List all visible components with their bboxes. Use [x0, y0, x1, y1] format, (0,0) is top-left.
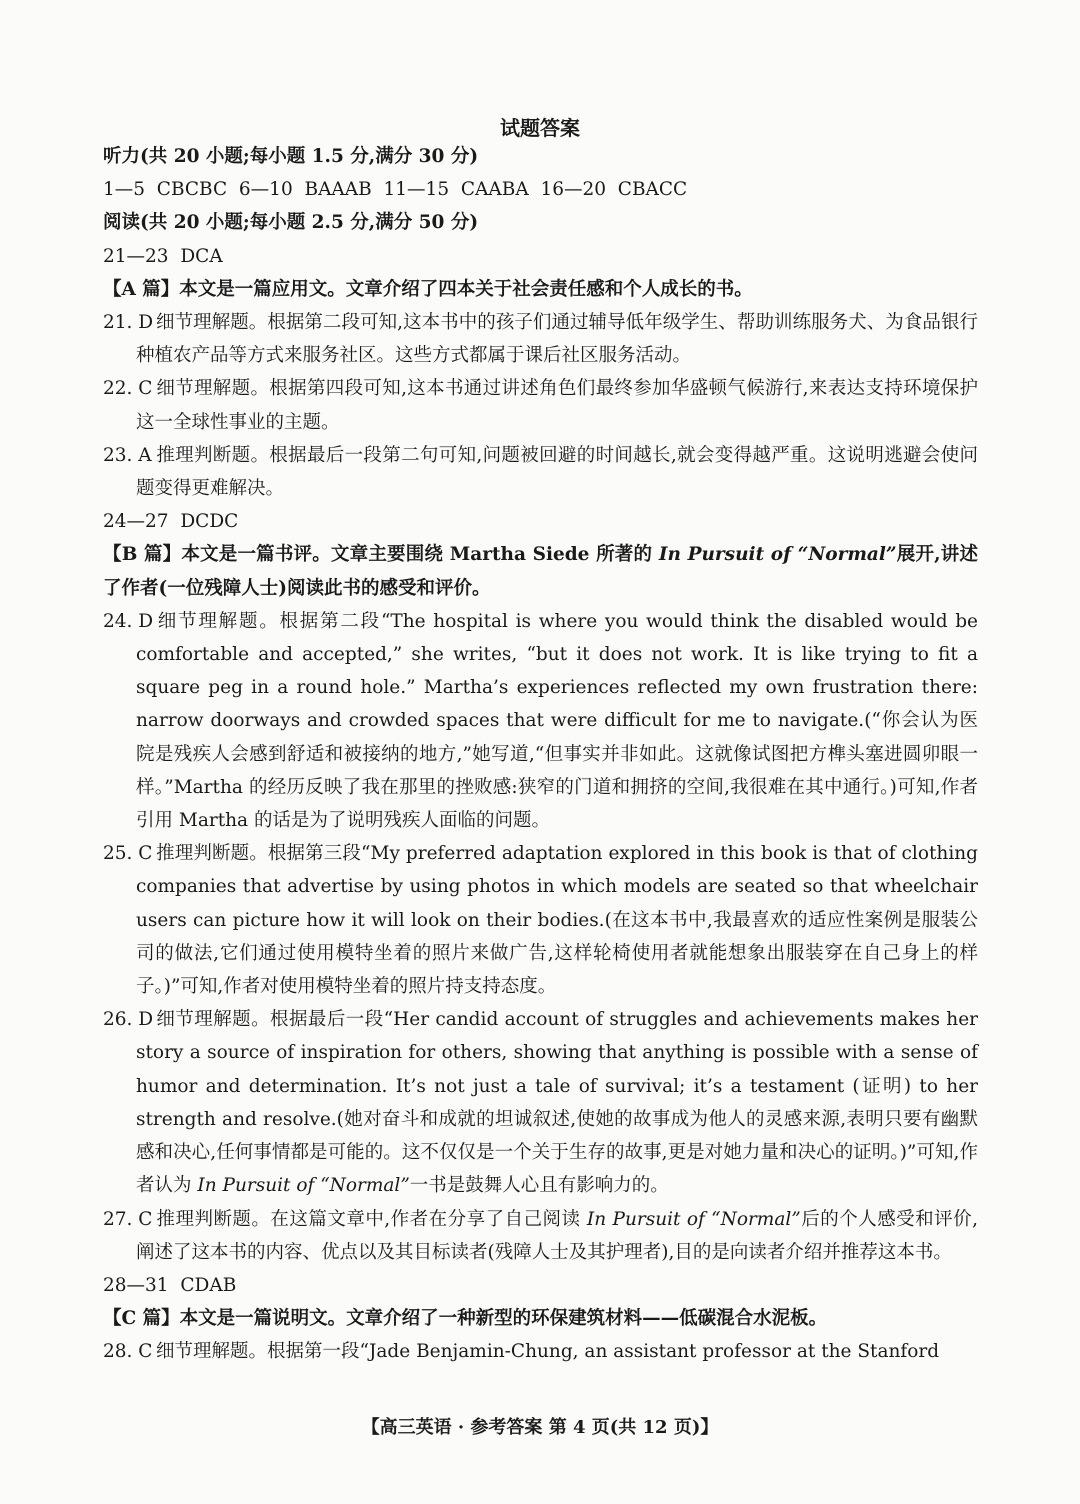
book-title: In Pursuit of “Normal”	[658, 544, 897, 566]
section-c-heading: 【C 篇】本文是一篇说明文。文章介绍了一种新型的环保建筑材料——低碳混合水泥板。	[103, 1308, 828, 1330]
question-27	[103, 1203, 978, 1269]
question-23-number: 23. A	[103, 444, 152, 466]
question-26	[103, 1003, 978, 1202]
question-23	[103, 439, 978, 505]
section-b-heading: 【B 篇】本文是一篇书评。文章主要围绕 Martha Siede 所著的 In Pursuit of “Normal”展开,讲述了作者(一位残障人士)阅读此书的感受和评价。	[103, 544, 978, 599]
question-24-number: 24. D	[103, 610, 154, 632]
book-title: In Pursuit of “Normal”	[197, 1175, 410, 1197]
question-25-explanation: 推理判断题。根据第三段“My preferred adaptation explored in this book is that of clothing companies that advertise by using photos in which models are seated so that wheelchair users can picture how it will look on their bodies.(在这本书中,我最喜欢的适应性案例是服装公司的做法,它们通过使用模特坐着的照片来做广告,这样轮椅使用者就能想象出服装穿在自己身上的样子。)”可知,作者对使用模特坐着的照片持支持态度。	[136, 843, 978, 998]
listening-header: 听力(共 20 小题;每小题 1.5 分,满分 30 分)	[103, 146, 479, 167]
question-27-number: 27. C	[103, 1208, 153, 1230]
reading-header: 阅读(共 20 小题;每小题 2.5 分,满分 50 分)	[103, 212, 479, 234]
question-24	[103, 605, 978, 837]
question-28	[103, 1335, 978, 1368]
answer-content	[103, 140, 978, 1369]
question-28-number: 28. C	[103, 1341, 153, 1363]
question-27-explanation: 推理判断题。在这篇文章中,作者在分享了自己阅读 In Pursuit of “Normal”后的个人感受和评价,阐述了这本书的内容、优点以及其目标读者(残障人士及其护理者),目的是向读者介绍并推荐这本书。	[136, 1208, 978, 1263]
question-21-number: 21. D	[103, 312, 154, 334]
question-21-explanation: 细节理解题。根据第二段可知,这本书中的孩子们通过辅导低年级学生、帮助训练服务犬、为食品银行种植农产品等方式来服务社区。这些方式都属于课后社区服务活动。	[136, 312, 978, 367]
question-21	[103, 306, 978, 372]
listening-answers: 1—5 CBCBC 6—10 BAAAB 11—15 CAABA 16—20 CBACC	[103, 179, 688, 201]
question-23-explanation: 推理判断题。根据最后一段第二句可知,问题被回避的时间越长,就会变得越严重。这说明逃避会使问题变得更难解决。	[136, 444, 978, 500]
question-25-number: 25. C	[103, 843, 153, 865]
section-a-heading: 【A 篇】本文是一篇应用文。文章介绍了四本关于社会责任感和个人成长的书。	[103, 278, 753, 300]
section-a-answer-range: 21—23 DCA	[103, 245, 223, 267]
question-26-explanation: 细节理解题。根据最后一段“Her candid account of struggles and achievements makes her story a source of inspiration for others, showing that anything is possible with a sense of humor and determination. It’s not just a tale of survival; it’s a testament (证明) to her strength and resolve.(她对奋斗和成就的坦诚叙述,使她的故事成为他人的灵感来源,表明只要有幽默感和决心,任何事情都是可能的。这不仅仅是一个关于生存的故事,更是对她力量和决心的证明。)”可知,作者认为 In Pursuit of “Normal”一书是鼓舞人心且有影响力的。	[136, 1009, 978, 1197]
question-22-explanation: 细节理解题。根据第四段可知,这本书通过讲述角色们最终参加华盛顿气候游行,来表达支持环境保护这一全球性事业的主题。	[136, 378, 978, 433]
section-c-answer-range: 28—31 CDAB	[103, 1274, 237, 1296]
section-b-answer-range: 24—27 DCDC	[103, 511, 239, 533]
question-26-number: 26. D	[103, 1009, 154, 1031]
question-22	[103, 372, 978, 438]
question-25	[103, 837, 978, 1003]
book-title: In Pursuit of “Normal”	[586, 1208, 801, 1230]
question-24-explanation: 细节理解题。根据第二段“The hospital is where you would think the disabled would be comfortable and accepted,” she writes, “but it does not work. It is like trying to fit a square peg in a round hole.” Martha’s experiences reflected my own frustration there: narrow doorways and crowded spaces that were difficult for me to navigate.(“你会认为医院是残疾人会感到舒适和被接纳的地方,”她写道,“但事实并非如此。这就像试图把方榫头塞进圆卯眼一样。”Martha 的经历反映了我在那里的挫败感:狭窄的门道和拥挤的空间,我很难在其中通行。)可知,作者引用 Martha 的话是为了说明残疾人面临的问题。	[136, 610, 978, 832]
question-28-explanation: 细节理解题。根据第一段“Jade Benjamin-Chung, an assistant professor at the Stanford	[156, 1341, 940, 1363]
page-title: 试题答案	[500, 116, 580, 140]
question-22-number: 22. C	[103, 378, 153, 400]
page-footer: 【高三英语 · 参考答案 第 4 页(共 12 页)】	[361, 1417, 719, 1438]
